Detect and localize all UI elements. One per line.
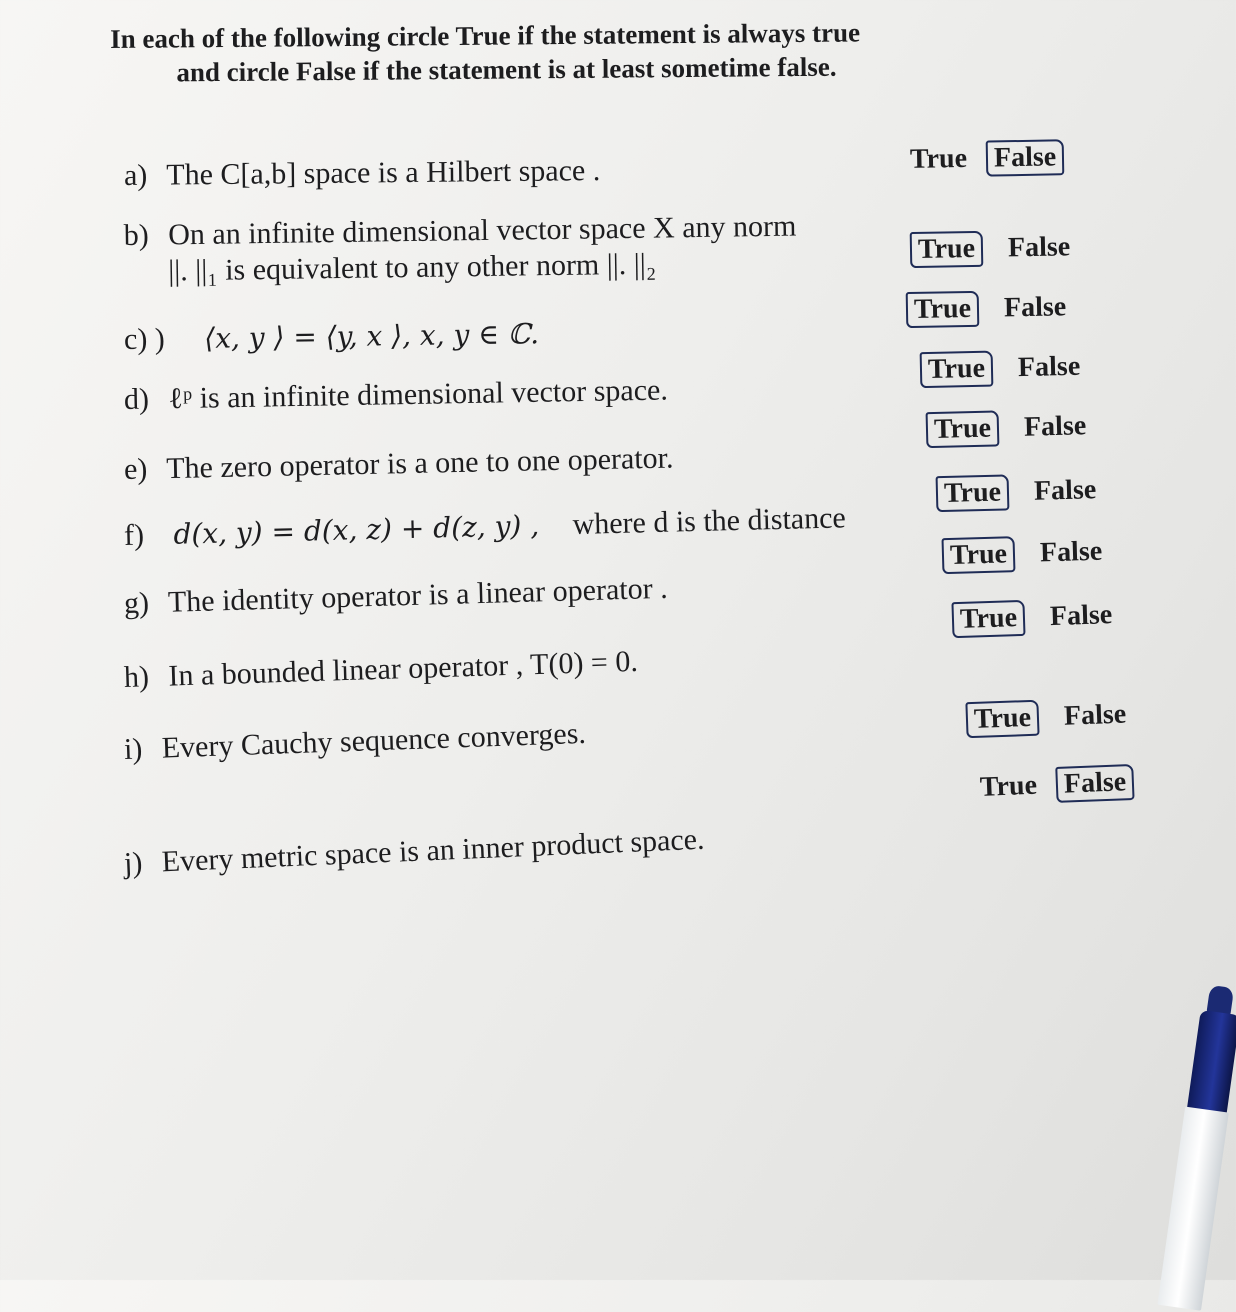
question-letter: h) xyxy=(123,660,150,694)
answer-true-circled[interactable]: True xyxy=(965,700,1039,739)
question-letter: f) xyxy=(123,518,145,552)
question-h xyxy=(123,644,638,696)
pen-icon xyxy=(1148,982,1236,1307)
answer-true-circled[interactable]: True xyxy=(910,231,984,268)
answer-false[interactable]: False xyxy=(1017,350,1081,384)
question-text: In a bounded linear operator , T(0) = 0. xyxy=(167,644,639,693)
answer-true-circled[interactable]: True xyxy=(926,410,1000,448)
question-c xyxy=(124,316,540,358)
answer-c xyxy=(912,289,1085,328)
answer-true-circled[interactable]: True xyxy=(936,474,1010,512)
answer-true[interactable]: True xyxy=(909,142,968,175)
question-letter: e) xyxy=(123,452,148,486)
question-letter: c) ) xyxy=(123,322,166,356)
question-letter: g) xyxy=(123,586,150,620)
answer-e xyxy=(932,408,1105,448)
question-text: The zero operator is a one to one operator. xyxy=(165,441,674,486)
answer-false[interactable]: False xyxy=(1023,410,1087,443)
answer-false[interactable]: False xyxy=(1007,231,1071,264)
pen-cap xyxy=(1187,1010,1236,1115)
answer-false[interactable]: False xyxy=(1003,291,1067,324)
answer-i xyxy=(971,696,1144,738)
instructions-line-1: In each of the following circle True if the statement is always true xyxy=(110,17,861,54)
question-math: d(x, y) = d(x, z) + d(z, y) , xyxy=(173,508,540,551)
question-j xyxy=(123,822,705,882)
answer-false-circled[interactable]: False xyxy=(1055,764,1135,803)
question-i xyxy=(123,716,586,768)
answer-b xyxy=(916,229,1089,268)
instructions xyxy=(110,14,991,90)
question-text: ℓᵖ is an infinite dimensional vector space. xyxy=(168,373,669,416)
answer-true[interactable]: True xyxy=(979,769,1038,803)
question-text: Every metric space is an inner product space. xyxy=(161,822,706,879)
question-letter: a) xyxy=(123,158,148,192)
answer-true-circled[interactable]: True xyxy=(941,536,1015,574)
answer-true-circled[interactable]: True xyxy=(951,600,1025,638)
question-text-continued: ||. ||₁ is equivalent to any other norm ||. ||₂ xyxy=(168,247,657,288)
question-text: The C[a,b] space is a Hilbert space . xyxy=(166,154,601,192)
answer-d xyxy=(926,348,1099,388)
answer-f xyxy=(942,472,1115,512)
answer-j xyxy=(975,763,1149,806)
question-text: ⟨x, y ⟩ = ⟨y, x ⟩, x, y ∈ ℂ. xyxy=(204,317,540,355)
answer-false[interactable]: False xyxy=(1063,698,1127,732)
question-letter: i) xyxy=(123,732,143,766)
answer-a xyxy=(906,139,1079,178)
answer-false[interactable]: False xyxy=(1033,474,1097,507)
question-f xyxy=(124,500,847,554)
question-letter: d) xyxy=(123,382,150,416)
question-e xyxy=(124,440,674,488)
answer-g xyxy=(947,533,1120,574)
answer-true-circled[interactable]: True xyxy=(906,291,980,328)
question-letter: j) xyxy=(123,846,143,880)
question-text: Every Cauchy sequence converges. xyxy=(161,716,587,765)
question-text: The identity operator is a linear operator . xyxy=(167,571,669,619)
pen-barrel xyxy=(1157,1107,1228,1311)
instructions-line-2: and circle False if the statement is at least sometime false. xyxy=(176,51,837,88)
question-b xyxy=(123,209,797,290)
answer-false-circled[interactable]: False xyxy=(986,139,1065,176)
question-letter: b) xyxy=(123,218,149,253)
answer-h xyxy=(957,597,1130,638)
question-text: On an infinite dimensional vector space X any norm xyxy=(168,209,797,252)
answer-false[interactable]: False xyxy=(1049,599,1113,633)
answer-true-circled[interactable]: True xyxy=(920,351,994,389)
question-d xyxy=(124,373,668,418)
answer-false[interactable]: False xyxy=(1039,535,1103,569)
question-g xyxy=(123,571,668,622)
question-text: where d is the distance xyxy=(572,501,847,542)
question-a xyxy=(124,153,601,194)
